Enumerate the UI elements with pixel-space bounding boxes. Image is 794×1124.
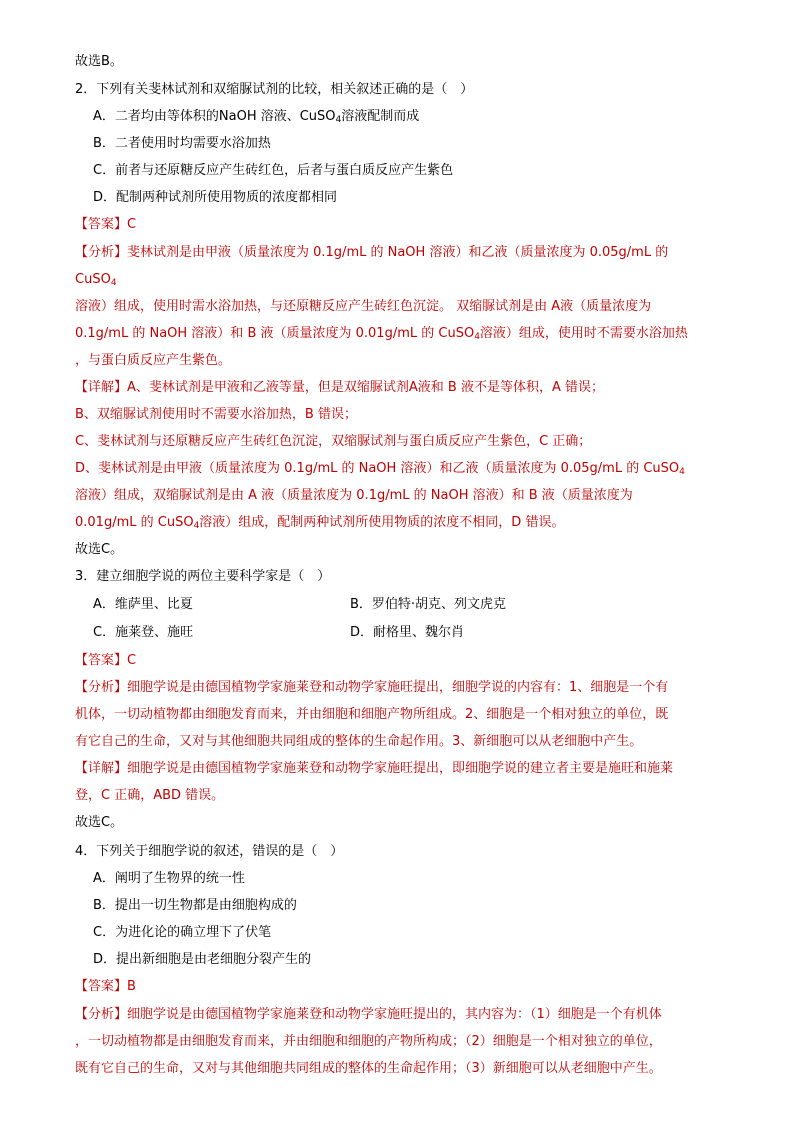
q3-stem: 3．建立细胞学说的两位主要科学家是（ ）: [75, 569, 331, 584]
q3-option-d: D．耐格里、魏尔肖: [350, 625, 465, 640]
q2-analysis-line-5: ，与蛋白质反应产生紫色。: [75, 353, 232, 368]
q2-detail-text: 0.01g/mL 的 CuSO: [75, 515, 194, 530]
q3-answer: 【答案】C: [75, 653, 137, 668]
q4-analysis-line-3: 既有它自己的生命，又对与其他细胞共同组成的整体的生命起作用；（3）新细胞可以从老细胞中产生。: [75, 1061, 662, 1076]
subscript: 4: [110, 278, 117, 288]
q3-detail-line-2: 登，C 正确，ABD 错误。: [75, 788, 225, 803]
q3-option-c: C．施莱登、施旺: [93, 625, 194, 640]
q4-answer: 【答案】B: [75, 979, 136, 994]
q1-conclusion: 故选B。: [75, 54, 123, 69]
q2-detail-line-1: 【详解】A、斐林试剂是甲液和乙液等量，但是双缩脲试剂A液和 B 液不是等体积，A 错误；: [75, 380, 604, 395]
q4-option-a: A．阐明了生物界的统一性: [93, 871, 245, 886]
q2-analysis-text: CuSO: [75, 272, 111, 287]
q2-answer: 【答案】C: [75, 217, 137, 232]
q2-detail-text-end: 溶液）组成，配制两种试剂所使用物质的浓度不相同，D 错误。: [199, 515, 565, 530]
q2-detail-text: D、斐林试剂是由甲液（质量浓度为 0.1g/mL 的 NaOH 溶液）和乙液（质量浓度为 0.05g/mL 的 CuSO: [75, 461, 680, 476]
q3-option-b: B．罗伯特·胡克、列文虎克: [350, 597, 507, 612]
q2-detail-line-6: [75, 513, 564, 533]
q3-analysis-line-2: 机体，一切动植物都由细胞发育而来，并由细胞和细胞产物所组成。2、细胞是一个相对独立的单位，既: [75, 707, 669, 722]
q2-option-a: [93, 107, 419, 127]
q3-analysis-line-3: 有它自己的生命，又对与其他细胞共同组成的整体的生命起作用。3、新细胞可以从老细胞中产生。: [75, 734, 643, 749]
q4-option-b: B．提出一切生物都是由细胞构成的: [93, 898, 297, 913]
q3-option-a: A．维萨里、比夏: [93, 597, 193, 612]
q4-option-c: C．为进化论的确立埋下了伏笔: [93, 925, 272, 940]
q2-option-a-text-end: 溶液配制而成: [341, 109, 420, 124]
q2-option-a-text: A．二者均由等体积的NaOH 溶液、CuSO: [93, 109, 336, 124]
q2-detail-line-3: C、斐林试剂与还原糖反应产生砖红色沉淀，双缩脲试剂与蛋白质反应产生紫色，C 正确；: [75, 434, 592, 449]
q3-conclusion: 故选C。: [75, 815, 124, 830]
q4-analysis-line-1: 【分析】细胞学说是由德国植物学家施莱登和动物学家施旺提出的，其内容为：（1）细胞是一个有机体: [75, 1007, 662, 1022]
q2-option-d: D．配制两种试剂所使用物质的浓度都相同: [93, 190, 338, 205]
q2-stem: 2．下列有关斐林试剂和双缩脲试剂的比较，相关叙述正确的是（ ）: [75, 82, 474, 97]
q3-detail-line-1: 【详解】细胞学说是由德国植物学家施莱登和动物学家施旺提出，即细胞学说的建立者主要是施旺和施莱: [75, 761, 674, 776]
q2-analysis-line-2: [75, 270, 117, 290]
subscript: 4: [335, 115, 342, 125]
q4-option-d: D．提出新细胞是由老细胞分裂产生的: [93, 952, 312, 967]
q2-analysis-text: 0.1g/mL 的 NaOH 溶液）和 B 液（质量浓度为 0.01g/mL 的 CuSO: [75, 326, 475, 341]
q2-detail-line-2: B、双缩脲试剂使用时不需要水浴加热，B 错误；: [75, 407, 357, 422]
q2-option-b: B．二者使用时均需要水浴加热: [93, 136, 271, 151]
q4-stem: 4．下列关于细胞学说的叙述，错误的是（ ）: [75, 844, 344, 859]
q3-analysis-line-1: 【分析】细胞学说是由德国植物学家施莱登和动物学家施旺提出，细胞学说的内容有：1、细胞是一个有: [75, 680, 669, 695]
subscript: 4: [679, 467, 685, 477]
q2-option-c: C．前者与还原糖反应产生砖红色，后者与蛋白质反应产生紫色: [93, 163, 454, 178]
q2-conclusion: 故选C。: [75, 542, 124, 557]
q4-analysis-line-2: ，一切动植物都是由细胞发育而来，并由细胞和细胞的产物所构成；（2）细胞是一个相对独立的单位，: [75, 1034, 662, 1049]
q2-analysis-line-1: 【分析】斐林试剂是由甲液（质量浓度为 0.1g/mL 的 NaOH 溶液）和乙液（质量浓度为 0.05g/mL 的: [75, 245, 669, 260]
subscript: 4: [193, 521, 200, 531]
q2-analysis-line-3: 溶液）组成，使用时需水浴加热，与还原糖反应产生砖红色沉淀。 双缩脲试剂是由 A液（质量浓度为: [75, 299, 652, 314]
q2-detail-line-4: [75, 459, 685, 479]
q2-detail-line-5: 溶液）组成，双缩脲试剂是由 A 液（质量浓度为 0.1g/mL 的 NaOH 溶液）和 B 液（质量浓度为: [75, 488, 633, 503]
q2-analysis-line-4: [75, 324, 688, 344]
q2-analysis-text-end: 溶液）组成，使用时不需要水浴加热: [479, 326, 688, 341]
subscript: 4: [474, 332, 480, 342]
